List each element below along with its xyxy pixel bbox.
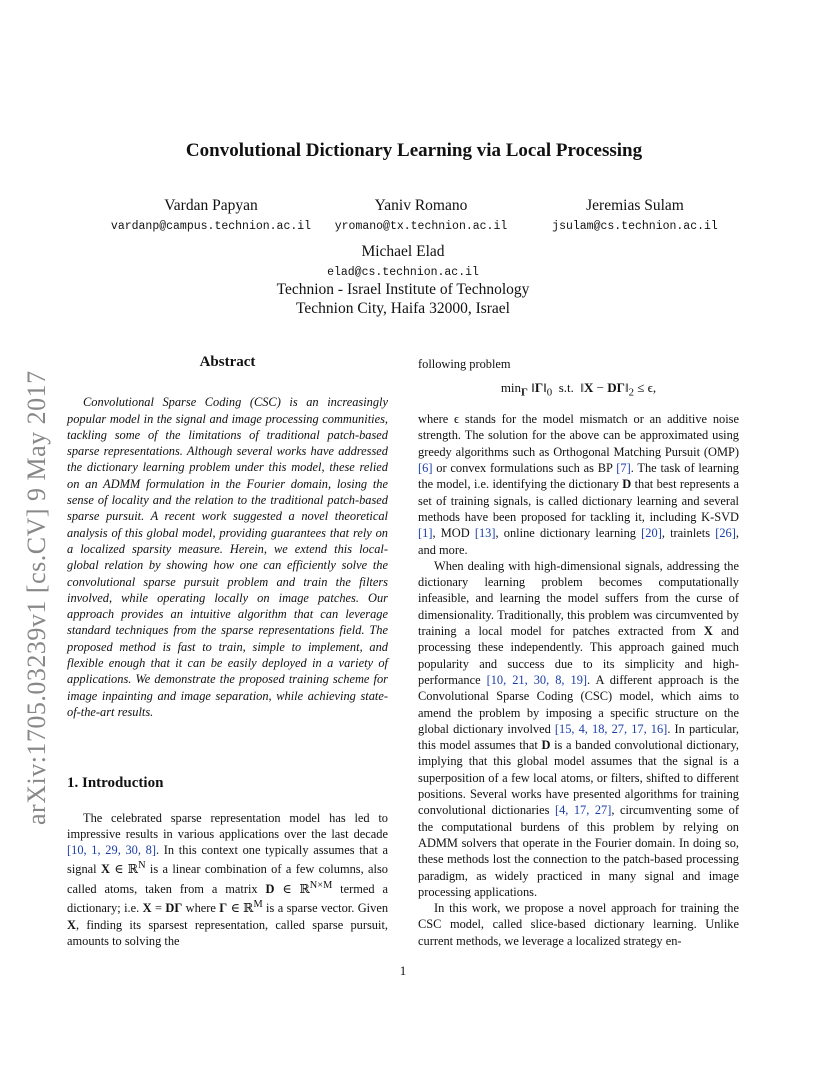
body-paragraph: where ϵ stands for the model mismatch or an additive noise strength. The solution for the above can be approximated using greedy algorithms such as Orthogonal Matching Pursuit (OMP) [6] or convex formulations such as BP [7]. The task of learning the model, i.e. identifying the dictionary D that best represents a set of training signals, is called dictionary learning and several methods have been proposed for tackling it, including K-SVD [1], MOD [13], online dictionary learning [20], trainlets [26], and more.	[418, 412, 739, 557]
author-email: vardanp@campus.technion.ac.il	[110, 220, 312, 233]
paper-title: Convolutional Dictionary Learning via Local Processing	[185, 140, 643, 161]
author-name: Michael Elad	[361, 243, 445, 260]
author-block	[303, 242, 503, 279]
equation: $\min_\Gamma$ $‖\Gamma‖_0$ s.t. ‖X − $D\Gamma‖_2 \le \epsilon$,	[500, 380, 657, 399]
author-email: elad@cs.technion.ac.il	[327, 266, 479, 279]
author-block	[96, 196, 326, 233]
body-paragraph: following problem	[418, 357, 511, 371]
abstract-heading: Abstract	[199, 354, 256, 370]
right-column	[418, 356, 739, 949]
abstract-text: Convolutional Sparse Coding (CSC) is an increasingly popular model in the signal and image processing communities, tackling some of the limitations of traditional patch-based sparse representations. Although several works have addressed the dictionary learning problem under this model, these relied on an ADMM formulation in the Fourier domain, losing the sense of locality and the relation to the traditional patch-based sparse pursuit. A recent work suggested a novel theoretical analysis of this global model, providing guarantees that rely on a localized sparsity measure. Herein, we extend this local-global relation by showing how one can efficiently solve the convolutional sparse pursuit problem and train the filters involved, while operating locally on image patches. Our approach provides an intuitive algorithm that can leverage standard techniques from the sparse representations field. The proposed method is fast to train, simple to implement, and flexible enough that it can be easily deployed in a variety of applications. We demonstrate the proposed training scheme for image inpainting and image separation, while achieving state-of-the-art results.	[67, 395, 388, 719]
author-email: yromano@tx.technion.ac.il	[334, 220, 508, 233]
intro-heading: 1. Introduction	[67, 775, 164, 792]
affiliation-line: Technion - Israel Institute of Technology	[276, 281, 530, 298]
author-block	[535, 196, 735, 233]
author-name: Vardan Papyan	[164, 197, 258, 214]
author-block	[316, 196, 526, 233]
author-email: jsulam@cs.technion.ac.il	[552, 220, 718, 233]
arxiv-sidebar-identifier: arXiv:1705.03239v1 [cs.CV] 9 May 2017	[22, 370, 51, 825]
affiliation-line: Technion City, Haifa 32000, Israel	[296, 300, 510, 317]
author-name: Jeremias Sulam	[586, 197, 684, 214]
body-paragraph: In this work, we propose a novel approach for training the CSC model, called slice-based dictionary learning. Unlike current methods, we leverage a localized strategy en-	[418, 901, 739, 948]
body-paragraph: When dealing with high-dimensional signals, addressing the dictionary learning problem becomes computationally infeasible, and learning the model suffers from the curse of dimensionality. Traditionally, this problem was circumvented by training a local model for patches extracted from X and processing these independently. This approach gained much popularity and success due to its simplicity and high-performance [10, 21, 30, 8, 19]. A different approach is the Convolutional Sparse Coding (CSC) model, which aims to amend the problem by imposing a specific structure on the global dictionary involved [15, 4, 18, 27, 17, 16]. In particular, this model assumes that D is a banded convolutional dictionary, implying that this global model assumes that the signal is a superposition of a few local atoms, or filters, shifted to different positions. Several works have presented algorithms for training convolutional dictionaries [4, 17, 27], circumventing some of the computational burdens of this problem by relying on ADMM solvers that operate in the Fourier domain. In doing so, these methods lost the connection to the patch-based processing paradigm, as widely practiced in many signal and image processing applications.	[418, 558, 740, 899]
left-column	[67, 354, 388, 949]
page-number: 1	[399, 963, 407, 978]
intro-paragraph: The celebrated sparse representation model has led to impressive results in various applications over the last decade [10, 1, 29, 30, 8]. In this context one typically assumes that a signal X ∈ ℝ$^N$ is a linear combination of a few columns, also called atoms, taken from a matrix D ∈ ℝ$^{N\times M}$ termed a dictionary; i.e. X = DΓ where Γ ∈ ℝ$^M$ is a sparse vector. Given X, finding its sparsest representation, called sparse pursuit, amounts to solving the	[67, 810, 389, 948]
author-name: Yaniv Romano	[374, 197, 468, 214]
